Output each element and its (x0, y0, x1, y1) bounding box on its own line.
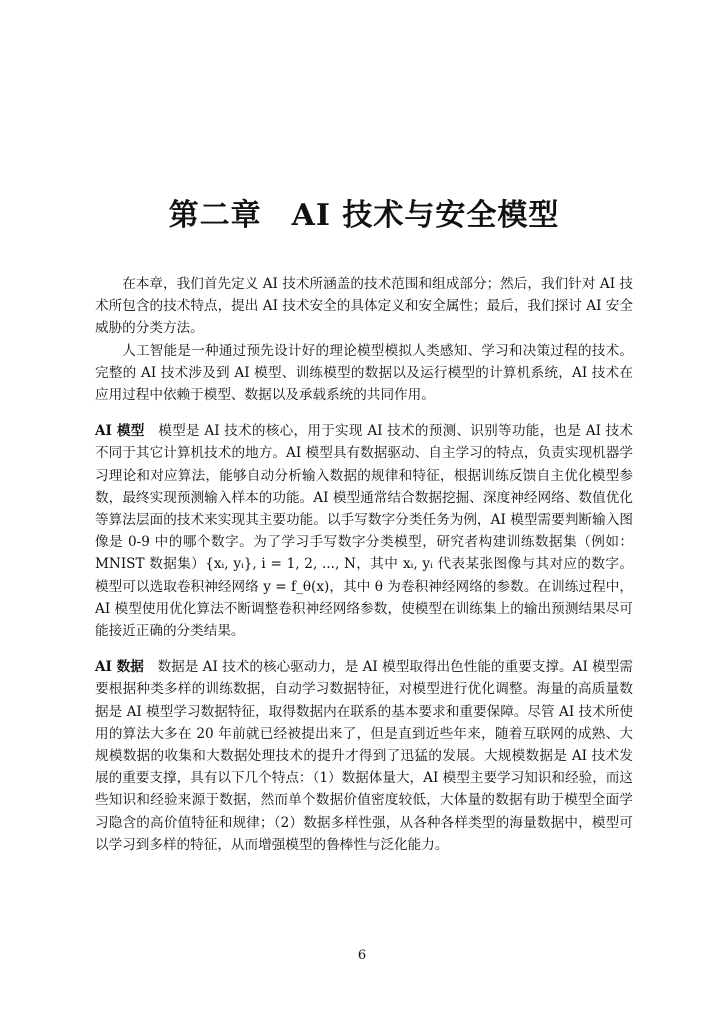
section-ai-data (95, 656, 633, 856)
section-term: AI 数据 (95, 659, 144, 676)
chapter-name: AI 技术与安全模型 (291, 198, 560, 233)
section-text: 数据是 AI 技术的核心驱动力，是 AI 模型取得出色性能的重要支撑。AI 模型需要根据种类多样的训练数据，自动学习数据特征，对模型进行优化调整。海量的高质量数据是 AI 模型学习数据特征，取得数据内在联系的基本要求和重要保障。尽管 AI 技术所使用的算法大多在 20 年前就已经被提出来了，但是直到近些年来，随着互联网的成熟、大规模数据的收集和大数据处理技术的提升才得到了迅猛的发展。大规模数据是 AI 技术发展的重要支撑，具有以下几个特点：（1）数据体量大，AI 模型主要学习知识和经验，而这些知识和经验来源于数据，然而单个数据价值密度较低，大体量的数据有助于模型全面学习隐含的高价值特征和规律；（2）数据多样性强，从各种各样类型的海量数据中，模型可以学习到多样的特征，从而增强模型的鲁棒性与泛化能力。 (95, 659, 633, 853)
chapter-title (95, 190, 633, 234)
intro-paragraph: 人工智能是一种通过预先设计好的理论模型模拟人类感知、学习和决策过程的技术。完整的 AI 技术涉及到 AI 模型、训练模型的数据以及运行模型的计算机系统，AI 技术在应用过程中依赖于模型、数据以及承载系统的共同作用。 (95, 342, 633, 404)
intro-paragraph: 在本章，我们首先定义 AI 技术所涵盖的技术范围和组成部分；然后，我们针对 AI 技术所包含的技术特点，提出 AI 技术安全的具体定义和安全属性；最后，我们探讨 AI 安全威胁的分类方法。 (95, 276, 633, 337)
section-term: AI 模型 (95, 423, 145, 440)
chapter-number: 第二章 (168, 198, 262, 233)
section-spacer (95, 642, 633, 656)
page-number: 6 (357, 948, 367, 963)
body-text (95, 273, 633, 856)
section-text: 模型是 AI 技术的核心，用于实现 AI 技术的预测、识别等功能，也是 AI 技术不同于其它计算机技术的地方。AI 模型具有数据驱动、自主学习的特点，负责实现机器学习理论和对应算法，能够自动分析输入数据的规律和特征，根据训练反馈自主优化模型参数，最终实现预测输入样本的功能。AI 模型通常结合数据挖掘、深度神经网络、数值优化等算法层面的技术来实现其主要功能。以手写数字分类任务为例，AI 模型需要判断输入图像是 0-9 中的哪个数字。为了学习手写数字分类模型，研究者构建训练数据集（例如：MNIST 数据集）{xᵢ, yᵢ}, i = 1, 2, ..., N，其中 xᵢ, yᵢ 代表某张图像与其对应的数字。模型可以选取卷积神经网络 y = f_θ(x)，其中 θ 为卷积神经网络的参数。在训练过程中，AI 模型使用优化算法不断调整卷积神经网络参数，使模型在训练集上的输出预测结果尽可能接近正确的分类结果。 (95, 423, 633, 640)
section-spacer (95, 406, 633, 420)
section-ai-model (95, 420, 633, 642)
